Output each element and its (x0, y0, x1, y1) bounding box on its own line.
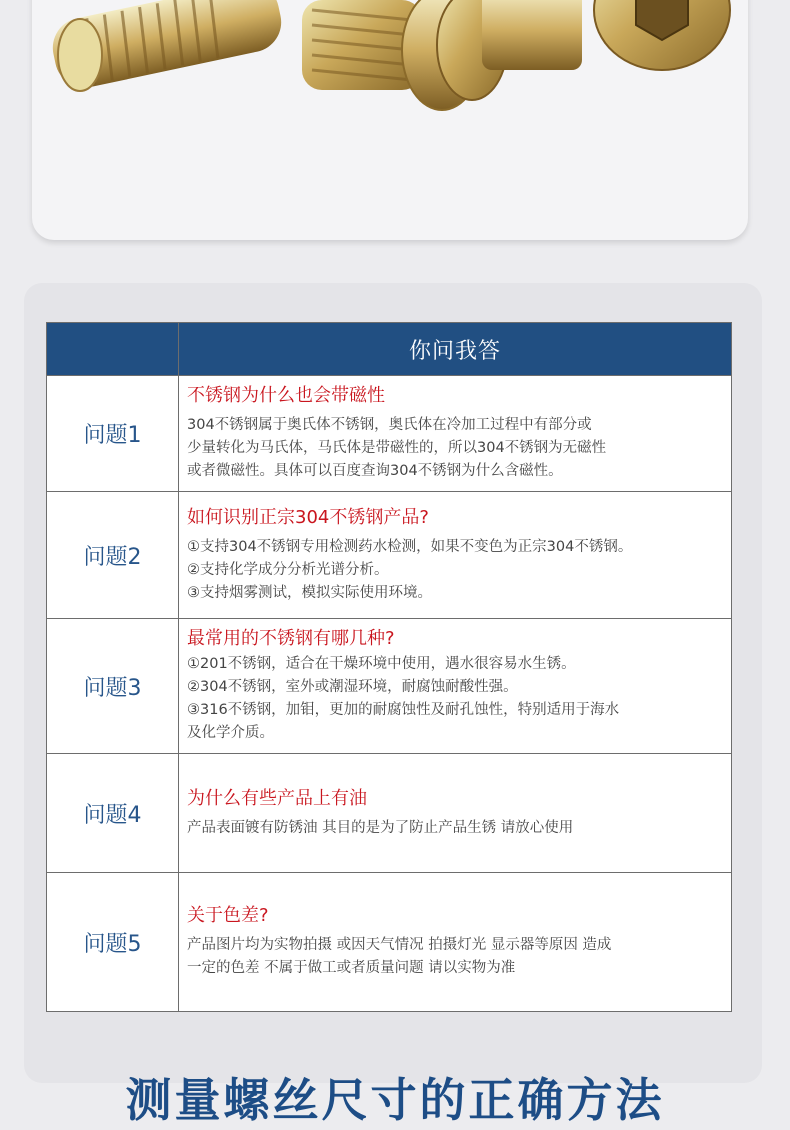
answer-line: 304不锈钢属于奥氏体不锈钢，奥氏体在冷加工过程中有部分或 (187, 417, 592, 433)
question-title: 最常用的不锈钢有哪几种? (187, 628, 395, 649)
faq-row (47, 492, 732, 619)
answer-cell (179, 873, 732, 1012)
question-title: 关于色差? (187, 905, 269, 926)
answer-line: 产品表面镀有防锈油 其目的是为了防止产品生锈 请放心使用 (187, 819, 574, 836)
faq-table (46, 322, 732, 1012)
answer-line: ③支持烟雾测试，模拟实际使用环境。 (187, 584, 432, 601)
answer-cell (179, 619, 732, 754)
faq-row (47, 619, 732, 754)
answer-cell (179, 492, 732, 619)
question-title: 为什么有些产品上有油 (187, 787, 367, 809)
bolts-illustration (32, 0, 748, 240)
question-label: 问题4 (47, 754, 179, 873)
faq-header (179, 323, 732, 376)
question-title: 不锈钢为什么也会带磁性 (187, 385, 385, 406)
answer-line: 产品图片均为实物拍摄 或因天气情况 拍摄灯光 显示器等原因 造成 (187, 937, 612, 953)
faq-header-row (47, 323, 732, 376)
answer-line: ②支持化学成分分析光谱分析。 (187, 561, 389, 578)
answer-line: 少量转化为马氏体，马氏体是带磁性的，所以304不锈钢为无磁性 (187, 440, 607, 456)
answer-line: ①支持304不锈钢专用检测药水检测，如果不变色为正宗304不锈钢。 (187, 538, 633, 555)
answer-cell (179, 754, 732, 873)
faq-row (47, 754, 732, 873)
question-label: 问题2 (47, 492, 179, 619)
answer-line: 一定的色差 不属于做工或者质量问题 请以实物为准 (187, 960, 516, 976)
question-label: 问题3 (47, 619, 179, 754)
faq-header-title: 你问我答 (408, 338, 501, 364)
answer-cell (179, 376, 732, 492)
faq-header-spacer (47, 323, 179, 376)
answer-line: ②304不锈钢，室外或潮湿环境，耐腐蚀耐酸性强。 (187, 679, 518, 695)
section-heading: 测量螺丝尺寸的正确方法 (125, 1073, 665, 1127)
faq-row (47, 376, 732, 492)
answer-line: 及化学介质。 (187, 725, 274, 741)
faq-row (47, 873, 732, 1012)
product-photo (32, 0, 748, 240)
answer-line: ①201不锈钢，适合在干燥环境中使用，遇水很容易水生锈。 (187, 656, 576, 672)
question-label: 问题5 (47, 873, 179, 1012)
question-label: 问题1 (47, 376, 179, 492)
answer-line: ③316不锈钢，加钼，更加的耐腐蚀性及耐孔蚀性，特别适用于海水 (187, 702, 620, 718)
question-title: 如何识别正宗304不锈钢产品? (187, 506, 429, 528)
answer-line: 或者微磁性。具体可以百度查询304不锈钢为什么含磁性。 (187, 463, 563, 479)
